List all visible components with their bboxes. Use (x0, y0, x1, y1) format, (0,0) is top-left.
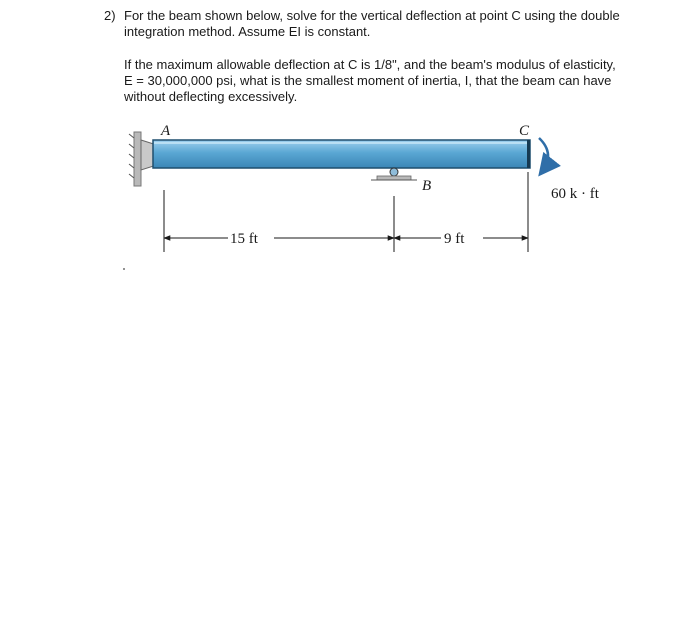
dimension-lines (164, 172, 528, 252)
point-a-label: A (161, 123, 171, 139)
span-bc-label: 9 ft (444, 231, 465, 247)
problem-paragraph-1: For the beam shown below, solve for the vertical deflection at point C using the double integration method. Assume EI is constant. (124, 8, 620, 39)
beam (153, 140, 530, 168)
problem-number: 2) (104, 8, 116, 23)
moment-label: 60 k · ft (551, 186, 599, 202)
span-ab-label: 15 ft (230, 231, 258, 247)
problem-paragraph-2: If the maximum allowable deflection at C is 1/8", and the beam's modulus of elasticity, E = 30,000,000 psi, what is the smallest moment of inertia, I, that the beam can have without deflecting excessively. (124, 57, 616, 104)
applied-moment (539, 138, 548, 173)
roller-support-b (371, 168, 417, 180)
point-b-label: B (422, 178, 432, 194)
point-c-label: C (519, 123, 530, 139)
stray-dot (123, 268, 125, 270)
